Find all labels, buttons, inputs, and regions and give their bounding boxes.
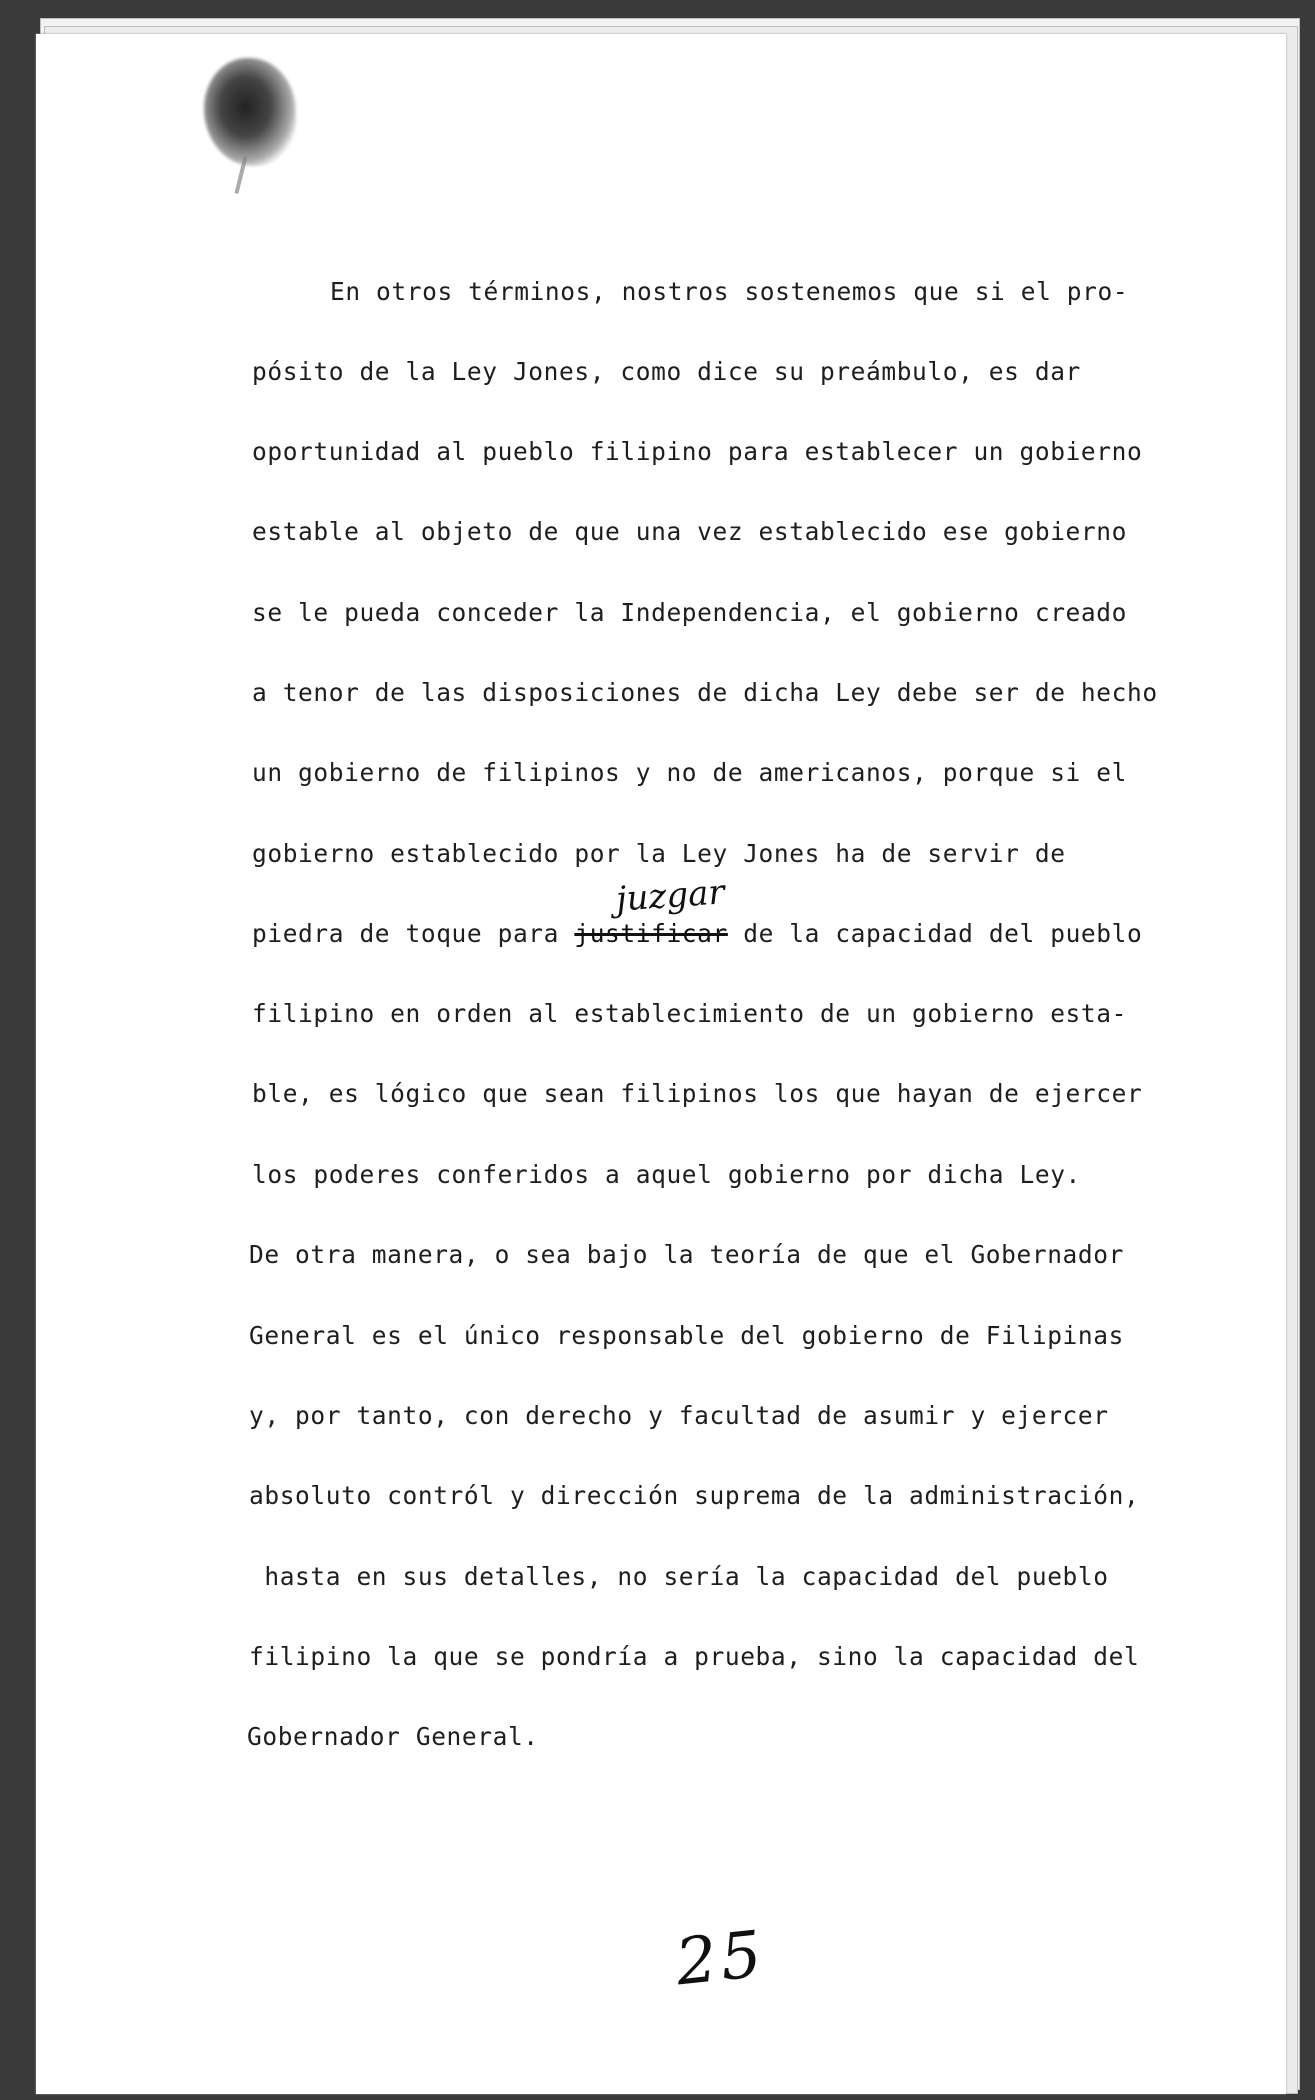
text-line-17: hasta en sus detalles, no sería la capacidad del pueblo [249,1562,1109,1591]
text-line-13: De otra manera, o sea bajo la teoría de que el Gobernador [249,1240,1124,1269]
text-line-10: filipino en orden al establecimiento de un gobierno esta- [252,999,1127,1028]
text-line-11: ble, es lógico que sean filipinos los que hayan de ejercer [252,1079,1143,1108]
text-line-1: En otros términos, nostros sostenemos que si el pro- [330,277,1129,306]
page-number: 25 [672,1917,770,2001]
text-line-4: estable al objeto de que una vez establecido ese gobierno [252,517,1127,546]
text-line-7: un gobierno de filipinos y no de americanos, porque si el [252,758,1127,787]
text-line-14: General es el único responsable del gobierno de Filipinas [249,1321,1124,1350]
text-line-12: los poderes conferidos a aquel gobierno por dicha Ley. [252,1160,1081,1189]
text-line-16: absoluto contról y dirección suprema de la administración, [249,1481,1140,1510]
ink-smudge [204,58,296,166]
struck-word: justificar [574,919,728,948]
text-line-18: filipino la que se pondría a prueba, sino la capacidad del [249,1642,1140,1671]
text-line-9-before: piedra de toque para [252,919,575,948]
text-line-19: Gobernador General. [247,1722,539,1751]
typed-page [36,34,1286,2094]
text-line-6: a tenor de las disposiciones de dicha Ley debe ser de hecho [252,678,1158,707]
text-line-9-after: de la capacidad del pueblo [727,919,1143,948]
text-line-2: pósito de la Ley Jones, como dice su preámbulo, es dar [252,357,1081,386]
text-line-15: y, por tanto, con derecho y facultad de asumir y ejercer [249,1401,1109,1430]
text-line-9 [252,914,1142,954]
text-line-3: oportunidad al pueblo filipino para establecer un gobierno [252,437,1143,466]
text-line-8: gobierno establecido por la Ley Jones ha de servir de [252,839,1066,868]
text-line-5: se le pueda conceder la Independencia, el gobierno creado [252,598,1127,627]
handwritten-correction: juzgar [614,872,726,920]
